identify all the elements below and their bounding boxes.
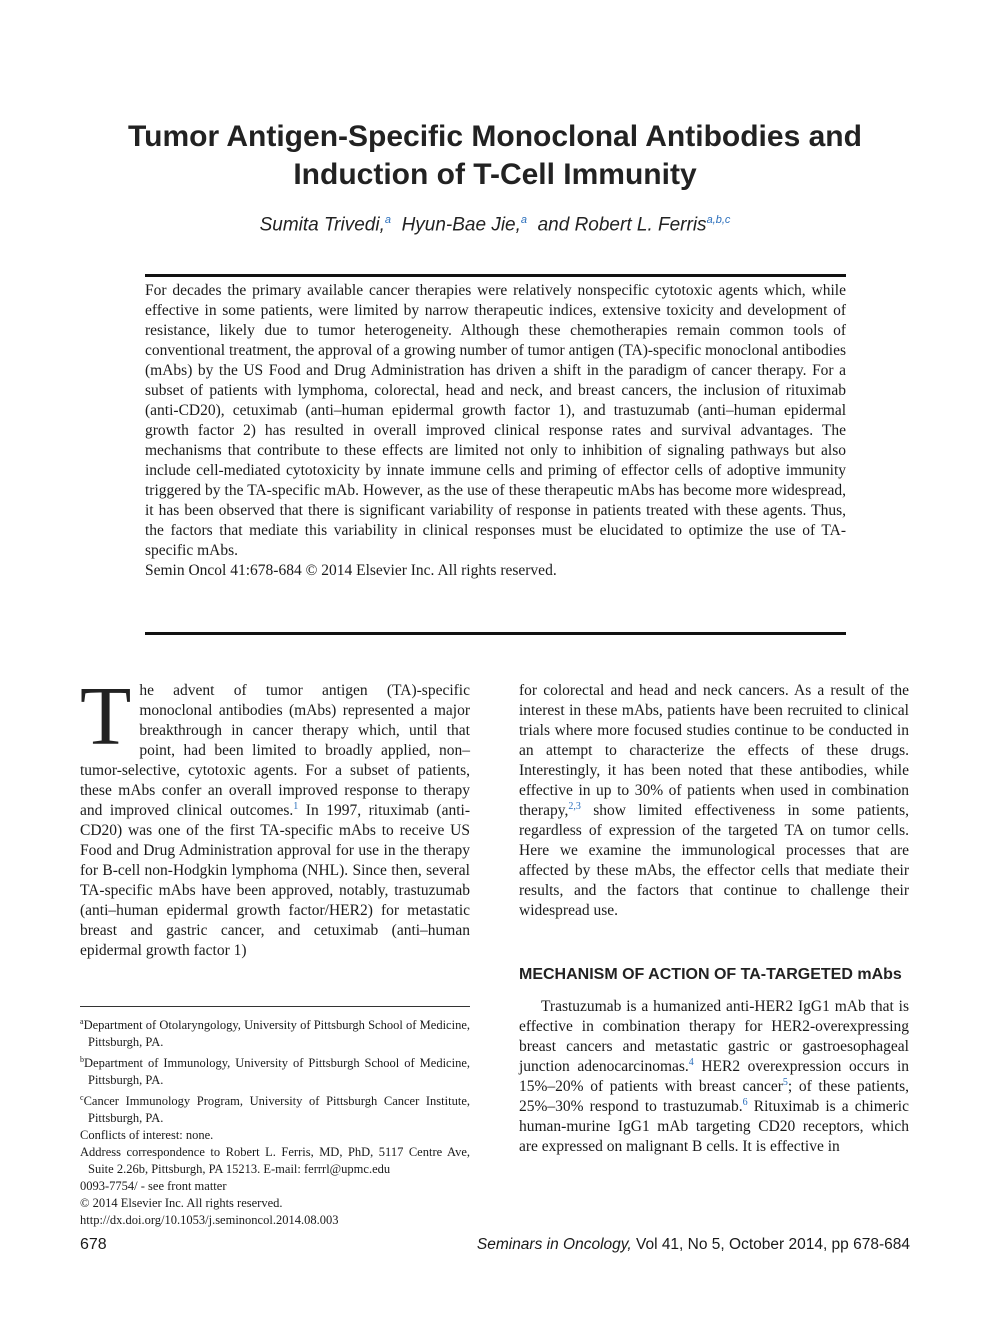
title-line-2: Induction of T-Cell Immunity (293, 158, 697, 191)
body-paragraph (519, 997, 909, 1157)
citation-link[interactable]: 1 (293, 800, 299, 812)
footnote-text: Cancer Immunology Program, University of Pittsburgh Cancer Institute, Pittsburgh, PA. (83, 1094, 470, 1126)
copyright-line: © 2014 Elsevier Inc. All rights reserved. (80, 1196, 283, 1211)
title-line-1: Tumor Antigen-Specific Monoclonal Antibodies and (128, 120, 862, 153)
affiliation-footnote-a (80, 1013, 470, 1051)
citation-link[interactable]: 2,3 (568, 800, 581, 812)
abstract-citation: Semin Oncol 41:678-684 © 2014 Elsevier Inc. All rights reserved. (145, 562, 557, 579)
abstract-bottom-rule (145, 632, 846, 635)
affiliation-footnote-b (80, 1051, 470, 1089)
body-text: Rituximab is a chimeric human-murine IgG1 mAb targeting CD20 receptors, which are expressed on malignant B cells. It is effective in (519, 1098, 909, 1155)
author-affiliation-mark[interactable]: a (384, 214, 391, 226)
citation-link[interactable]: 4 (688, 1056, 694, 1068)
body-text: HER2 overexpression occurs in 15%–20% of patients with breast cancer (519, 1058, 910, 1095)
body-paragraph (519, 681, 909, 921)
body-text-continued: show limited effectiveness in some patients, regardless of expression of the targeted TA on tumor cells. Here we examine the immunological processes that are affected by these mAbs, the effector cells that mediate their results, and the factors that continue to challenge their widespread use. (519, 802, 909, 919)
correspondence-address: Address correspondence to Robert L. Ferris, MD, PhD, 5117 Centre Ave, Suite 2.26b, Pittsburgh, PA 15213. E-mail: ferrrl@upmc.edu (80, 1145, 470, 1177)
body-text: ; of these patients, 25%–30% respond to trastuzumab. (519, 1078, 909, 1115)
section-heading: MECHANISM OF ACTION OF TA-TARGETED mAbs (519, 966, 902, 983)
journal-reference (477, 1236, 910, 1254)
intro-paragraph (80, 670, 470, 961)
author-list (60, 214, 930, 236)
body-text: Trastuzumab is a humanized anti-HER2 IgG1 mAb that is effective in combination therapy for HER2-overexpressing breast cancers and metastatic gastric or gastroesophageal junction adenocarcinomas. (519, 998, 909, 1075)
author-affiliation-mark[interactable]: a (520, 214, 528, 226)
footnote-mark: c (80, 1093, 84, 1103)
author-name: and Robert L. Ferris (537, 214, 707, 236)
footnote-rule (80, 1006, 470, 1007)
citation-link[interactable]: 5 (782, 1076, 788, 1088)
footnote-mark: a (80, 1017, 84, 1026)
drop-cap: T (80, 670, 132, 763)
footnotes (80, 1013, 470, 1229)
abstract (145, 281, 846, 581)
article-title (60, 118, 930, 194)
journal-details: Vol 41, No 5, October 2014, pp 678-684 (631, 1236, 910, 1253)
citation-link[interactable]: 6 (742, 1096, 748, 1108)
body-column-right (519, 681, 909, 1157)
journal-name: Seminars in Oncology, (476, 1236, 632, 1253)
body-text: for colorectal and head and neck cancers. As a result of the interest in these mAbs, patients have been recruited to clinical trials where more focused studies continue to be conducted in an attempt to characterize the effects of these drugs. Interestingly, it has been noted that these antibodies, while effective in up to 30% of patients when used in combination therapy, (519, 682, 909, 819)
abstract-top-rule (145, 274, 846, 277)
footnote-text: Department of Otolaryngology, University of Pittsburgh School of Medicine, Pittsburgh, PA. (83, 1018, 470, 1050)
page-number: 678 (80, 1236, 107, 1253)
affiliation-footnote-c (80, 1089, 470, 1127)
doi-link[interactable]: http://dx.doi.org/10.1053/j.seminoncol.2014.08.003 (80, 1213, 339, 1228)
author-affiliation-mark[interactable]: a,b,c (706, 214, 731, 226)
body-column-left (80, 670, 470, 961)
intro-text: he advent of tumor antigen (TA)-specific monoclonal antibodies (mAbs) represented a major breakthrough in cancer therapy which, until that point, had been limited to broadly applied, non–tumor-selective, cytotoxic agents. For a subset of patients, these mAbs confer an overall improved response to therapy and improved clinical outcomes. (80, 682, 470, 819)
conflicts-statement: Conflicts of interest: none. (80, 1128, 214, 1143)
abstract-text: For decades the primary available cancer therapies were relatively nonspecific cytotoxic agents which, while effective in some patients, were limited by narrow therapeutic indices, extensive toxicity and development of resistance, likely due to tumor heterogeneity. Although these chemotherapies remain common tools of conventional treatment, the approval of a growing number of tumor antigen (TA)-specific monoclonal antibodies (mAbs) by the US Food and Drug Administration has driven a shift in the paradigm of cancer therapy. For a subset of patients with lymphoma, colorectal, head and neck, and breast cancers, the inclusion of rituximab (anti-CD20), cetuximab (anti–human epidermal growth factor 1), and trastuzumab (anti–human epidermal growth factor 2) has resulted in overall improved clinical response rates and survival advantages. The mechanisms that contribute to these effects are limited not only to inhibition of signaling pathways but also include cell-mediated cytotoxicity by innate immune cells and priming of effector cells of adoptive immunity triggered by the TA-specific mAb. However, as the use of these therapeutic mAbs has become more widespread, it has been observed that there is significant variability of response in patients treated with these agents. Thus, the factors that mediate this variability in clinical responses must be elucidated to optimize the use of TA-specific mAbs. (145, 282, 846, 559)
footnote-mark: b (80, 1055, 84, 1065)
issn-line: 0093-7754/ - see front matter (80, 1179, 227, 1194)
intro-text-continued: In 1997, rituximab (anti-CD20) was one of the first TA-specific mAbs to receive US Food and Drug Administration approval for use in the therapy for B-cell non-Hodgkin lymphoma (NHL). Since then, several TA-specific mAbs have been approved, notably, trastuzumab (anti–human epidermal growth factor/HER2) for metastatic breast and gastric cancer, and cetuximab (anti–human epidermal growth factor 1) (80, 802, 470, 959)
footnote-text: Department of Immunology, University of Pittsburgh School of Medicine, Pittsburgh, PA. (84, 1056, 470, 1088)
author-name: Hyun-Bae Jie, (401, 214, 521, 236)
author-name: Sumita Trivedi, (259, 214, 385, 236)
